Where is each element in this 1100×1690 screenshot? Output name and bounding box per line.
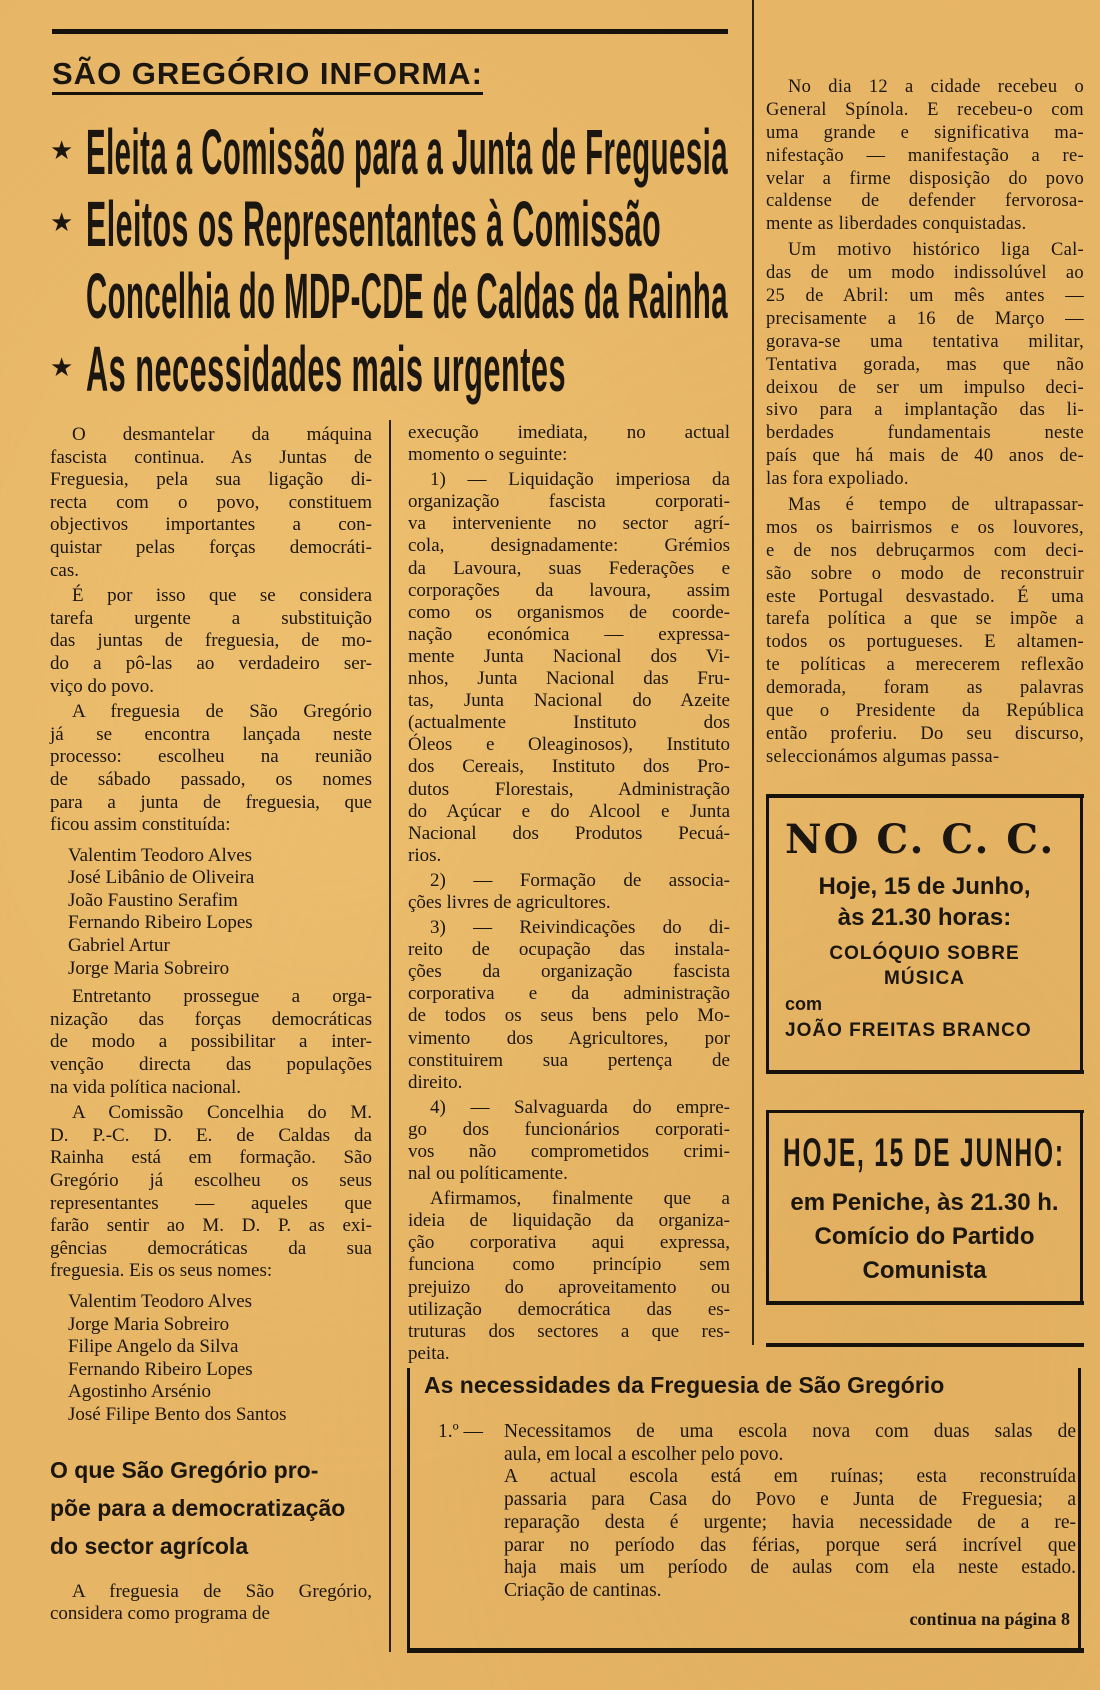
text-line: Mas é tempo de ultrapassar- (788, 495, 1084, 516)
needs-title: As necessidades da Freguesia de São Gregório (424, 1372, 945, 1398)
paragraph (766, 494, 1084, 769)
paragraph (408, 1188, 730, 1365)
text-line: caldense de defender fervorosa- (766, 191, 1084, 212)
text-line: precisamente a 16 de Março — (766, 308, 1084, 329)
text-line: corporações da lavoura, assim (408, 579, 730, 601)
name-item: Gabriel Artur (68, 935, 170, 957)
column-divider-left (389, 420, 391, 1652)
text-line: dos Cereais, Instituto dos Pro- (408, 756, 730, 778)
name-item: Valentim Teodoro Alves (68, 844, 253, 866)
paragraph (50, 986, 372, 1099)
ccc-title: NO C. C. C. (785, 816, 1056, 863)
text-line: nifestação — manifestação a re- (766, 145, 1084, 166)
text-line: uma grande e significativa ma- (766, 122, 1084, 143)
name-list (50, 845, 372, 981)
text-line: das juntas de freguesia, de mo- (50, 630, 372, 652)
text-line: deixou de ser um impulso deci- (766, 377, 1084, 398)
name-item: Fernando Ribeiro Lopes (68, 1358, 253, 1380)
text-line: de sábado passado, os nomes (50, 768, 372, 790)
text-line: Entretanto prossegue a orga- (72, 986, 372, 1008)
text-line: Necessitamos de uma escola nova com duas salas de (504, 1421, 1076, 1442)
peniche-event-line2: Comunista (862, 1257, 987, 1284)
text-line: do Açúcar e do Alcool e Junta (408, 800, 730, 822)
headline-2: Eleitos os Representantes à Comissão (86, 188, 662, 260)
headline-4: As necessidades mais urgentes (86, 333, 567, 405)
text-line: ideia de liquidação da organiza- (408, 1210, 730, 1232)
text-line: A freguesia de São Gregório (72, 701, 372, 723)
section-kicker: SÃO GREGÓRIO INFORMA: (52, 56, 483, 95)
name-list (50, 1291, 372, 1427)
text-line: mos os bairrismos e os louvores, (766, 517, 1084, 538)
paragraph (408, 469, 730, 867)
name-item: José Filipe Bento dos Santos (68, 1403, 287, 1425)
text-line: utilização democrática das es- (408, 1298, 730, 1320)
text-line: D. P.-C. D. E. de Caldas da (50, 1124, 372, 1146)
text-line: organização fascista corporati- (408, 491, 730, 513)
text-line: va interveniente no sector agrí- (408, 513, 730, 535)
text-line: sivo para a implantação das li- (766, 400, 1084, 421)
continued-note: continua na página 8 (909, 1609, 1070, 1629)
text-line: cas. (50, 559, 80, 581)
name-item: Jorge Maria Sobreiro (68, 957, 230, 979)
name-item: Filipe Angelo da Silva (68, 1336, 239, 1358)
text-line: Gregório já escolheu os seus (50, 1170, 372, 1191)
box-rule (766, 1301, 1084, 1305)
peniche-place-time: em Peniche, às 21.30 h. (790, 1189, 1059, 1216)
text-line: nação económica — expressa- (408, 623, 730, 645)
column-divider-right (752, 0, 754, 1345)
text-line: Criação de cantinas. (504, 1579, 662, 1601)
text-line: peita. (408, 1342, 450, 1364)
text-line: haja mais um período de aulas com ela neste estado. (504, 1557, 1076, 1579)
text-line: da Lavoura, suas Federações e (408, 557, 730, 579)
ccc-announcement-box (766, 798, 1083, 1070)
needs-item-number: 1.º — (438, 1421, 484, 1442)
text-line: passaria para Casa do Povo e Junta de Freguesia; a (504, 1489, 1076, 1511)
paragraph (766, 76, 1084, 236)
text-line: A Comissão Concelhia do M. (72, 1102, 372, 1124)
ccc-with: com (785, 994, 823, 1014)
text-line: O desmantelar da máquina (72, 424, 372, 445)
paragraph (50, 1102, 372, 1283)
text-line: momento o seguinte: (408, 444, 568, 466)
text-line: de todos os seus bens pelo Mo- (408, 1005, 730, 1027)
text-line: O que São Gregório pro- (50, 1456, 319, 1483)
text-line: já se encontra lançada neste (50, 723, 372, 745)
text-line: tarefa política a que se impõe a (766, 609, 1084, 630)
text-line: ções livres de agricultores. (408, 891, 611, 913)
text-line: representantes — aqueles que (50, 1192, 372, 1214)
text-line: considera como programa de (50, 1603, 270, 1625)
text-line: e de nos debruçarmos com deci- (766, 540, 1084, 561)
text-line: fascista continua. As Juntas de (50, 446, 372, 468)
text-line: para a junta de freguesia, que (50, 791, 372, 813)
text-line: vimento dos Agricultores, por (408, 1027, 730, 1049)
text-line: aula, em local a escolher pelo povo. (504, 1443, 784, 1465)
text-line: Tentativa gorada, mas que não (766, 354, 1084, 375)
text-line: te políticas a merecerem reflexão (766, 655, 1084, 676)
ccc-speaker: JOÃO FREITAS BRANCO (785, 1020, 1032, 1041)
text-line: General Spínola. E recebeu-o com (766, 99, 1084, 120)
text-line: viço do povo. (50, 675, 154, 697)
text-line: No dia 12 a cidade recebeu o (788, 77, 1084, 97)
text-line: rios. (408, 844, 442, 866)
ccc-event-line2: MÚSICA (884, 968, 965, 989)
text-line: mente Junta Nacional dos Vi- (408, 645, 730, 667)
name-item: João Faustino Serafim (68, 889, 238, 911)
name-item: Jorge Maria Sobreiro (68, 1313, 230, 1335)
peniche-event-line1: Comício do Partido (814, 1223, 1035, 1250)
text-line: A freguesia de São Gregório, (72, 1580, 372, 1602)
text-line: mente as liberdades conquistadas. (766, 214, 1027, 235)
ccc-time: às 21.30 horas: (837, 904, 1012, 931)
box-rule (407, 1648, 1084, 1653)
text-line: dutos Florestais, Administração (408, 778, 730, 800)
text-line: que o Presidente da República (766, 701, 1084, 722)
name-item: Valentim Teodoro Alves (68, 1290, 253, 1312)
text-line: Afirmamos, finalmente que a (430, 1188, 730, 1210)
text-line: ções da organização fascista (408, 961, 730, 983)
text-line: farão sentir ao M. D. P. as exi- (50, 1215, 372, 1237)
text-line: Óleos e Oleaginosos), Instituto (408, 734, 730, 756)
text-line: ficou assim constituída: (50, 814, 231, 836)
text-line: Freguesia, pela sua ligação di- (50, 469, 372, 491)
text-line: demorada, foram as palavras (766, 678, 1084, 699)
text-line: processo: escolheu na reunião (50, 746, 372, 768)
text-line: 1) — Liquidação imperiosa da (430, 469, 730, 491)
text-line: ção corporativa aqui expressa, (408, 1232, 730, 1254)
text-line: (actualmente Instituto dos (408, 712, 730, 734)
peniche-announcement-box (766, 1113, 1083, 1301)
star-icon: ★ (50, 353, 74, 383)
name-item: José Libânio de Oliveira (68, 867, 255, 889)
box-rule (766, 1070, 1084, 1074)
paragraph (766, 239, 1084, 491)
text-line: corporativa e da administração (408, 983, 730, 1005)
text-line: das de um modo indissolúvel ao (766, 263, 1084, 284)
text-line: funciona como princípio sem (408, 1254, 730, 1276)
headline-3: Concelhia do MDP-CDE de Caldas da Rainha (86, 260, 728, 332)
text-line: direito. (408, 1071, 463, 1093)
paragraph (50, 1581, 372, 1626)
text-line: de modo a possibilitar a inter- (50, 1031, 372, 1053)
text-line: A actual escola está em ruínas; esta reconstruída (504, 1466, 1076, 1488)
middle-article-column (408, 422, 730, 1368)
text-line: quistar pelas forças democráti- (50, 536, 372, 558)
text-line: go dos funcionários corporati- (408, 1118, 730, 1140)
text-line: berdades fundamentais neste (766, 423, 1084, 444)
headline-1: Eleita a Comissão para a Junta de Freguesia (86, 116, 729, 188)
text-line: 4) — Salvaguarda do empre- (430, 1096, 730, 1118)
text-line: objectivos importantes a con- (50, 514, 372, 536)
peniche-title: HOJE, 15 DE JUNHO: (783, 1131, 1065, 1175)
ccc-event-line1: COLÓQUIO SOBRE (829, 943, 1020, 964)
text-line: como os organismos de coorde- (408, 601, 730, 623)
text-line: vos não comprometidos crimi- (408, 1141, 730, 1162)
text-line: nhos, Junta Nacional das Fru- (408, 668, 730, 690)
text-line: constituirem sua pertença de (408, 1049, 730, 1071)
text-line: Nacional dos Produtos Pecuá- (408, 822, 730, 844)
text-line: são sobre o modo de reconstruir (766, 563, 1084, 584)
paragraph (408, 1097, 730, 1185)
text-line: cola, designadamente: Grémios (408, 535, 730, 557)
text-line: velar a firme disposição do povo (766, 168, 1084, 189)
text-line: tas, Junta Nacional do Azeite (408, 690, 730, 712)
paragraph (50, 701, 372, 837)
text-line: prejuizo do aproveitamento ou (408, 1276, 730, 1298)
text-line: execução imediata, no actual (408, 422, 730, 443)
paragraph (408, 422, 730, 466)
star-icon: ★ (50, 136, 74, 166)
text-line: reparação desta é urgente; havia necessidade de a re- (504, 1511, 1076, 1533)
paragraph (50, 585, 372, 698)
text-line: seleccionámos algumas passa- (766, 746, 1000, 767)
text-line: gências democráticas da sua (50, 1237, 372, 1259)
text-line: gorava-se uma tentativa militar, (766, 331, 1084, 352)
text-line: país que há mais de 40 anos de- (766, 446, 1084, 467)
text-line: então proferiu. Do seu discurso, (766, 723, 1084, 744)
text-line: reito de ocupação das instala- (408, 939, 730, 961)
text-line: põe para a democratização (50, 1494, 346, 1521)
text-line: truturas dos sectores a que res- (408, 1320, 730, 1342)
text-line: do sector agrícola (50, 1532, 249, 1559)
text-line: Um motivo histórico liga Cal- (788, 240, 1084, 261)
right-article-column (766, 76, 1084, 772)
paragraph (408, 917, 730, 1094)
text-line: na vida política nacional. (50, 1076, 241, 1098)
text-line: 3) — Reivindicações do di- (430, 917, 730, 939)
text-line: tarefa urgente a substituição (50, 607, 372, 629)
name-item: Agostinho Arsénio (68, 1381, 212, 1403)
left-article-column (50, 424, 372, 1629)
text-line: parar no período das férias, porque será incrível que (504, 1534, 1076, 1556)
text-line: freguesia. Eis os seus nomes: (50, 1260, 273, 1282)
text-line: nal ou políticamente. (408, 1163, 568, 1185)
text-line: venção directa das populações (50, 1054, 372, 1076)
paragraph (50, 424, 372, 582)
ccc-date: Hoje, 15 de Junho, (818, 873, 1031, 900)
needs-box (407, 1368, 1081, 1648)
subheading (50, 1451, 372, 1565)
top-rule (52, 29, 728, 34)
text-line: É por isso que se considera (72, 585, 372, 607)
text-line: 25 de Abril: um mês antes — (766, 286, 1084, 307)
text-line: las fora expoliado. (766, 469, 909, 490)
star-icon: ★ (50, 208, 74, 238)
text-line: Rainha está em formação. São (50, 1147, 372, 1169)
name-item: Fernando Ribeiro Lopes (68, 912, 253, 934)
paragraph (408, 870, 730, 914)
text-line: este Portugal desvastado. É uma (766, 586, 1084, 607)
needs-item-text (504, 1421, 1076, 1603)
text-line: recta com o povo, constituem (50, 491, 372, 513)
text-line: todos os portugueses. E altamen- (766, 632, 1084, 653)
box-rule (766, 1343, 1084, 1347)
text-line: nização das forças democráticas (50, 1008, 372, 1030)
text-line: do a pô-las ao verdadeiro ser- (50, 652, 372, 674)
text-line: 2) — Formação de associa- (430, 869, 730, 891)
